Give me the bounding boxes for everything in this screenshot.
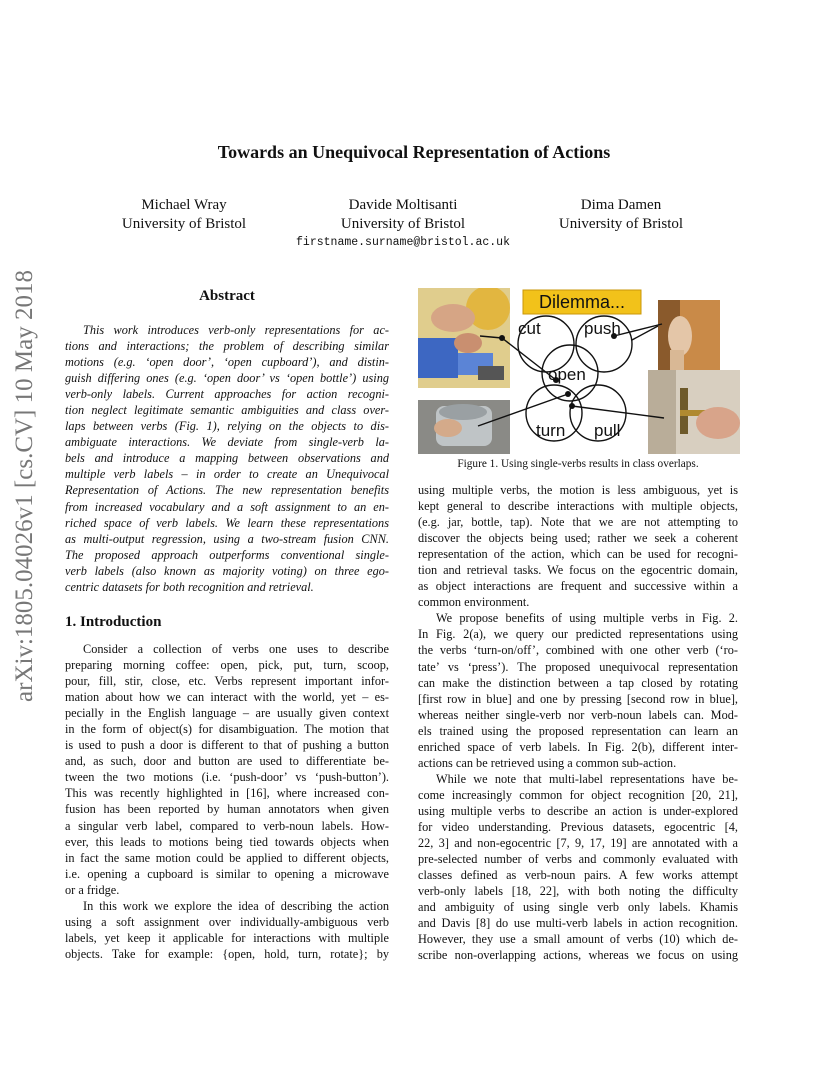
text-line: However, they use a small amount of verbs (10) which de- xyxy=(418,932,738,947)
text-line: centric datasets for both recognition and retrieval. xyxy=(65,579,314,594)
author-name: Michael Wray xyxy=(141,197,227,213)
figure-1-illustration xyxy=(418,288,740,454)
text-line: verb-only labels. Current approaches for action recogni- xyxy=(65,387,389,402)
arxiv-identifier xyxy=(8,270,42,702)
introduction-body xyxy=(65,641,389,962)
text-line: and, as such, door and button are used to differentiate be- xyxy=(65,754,389,769)
text-line: riched space of verb labels. We learn these representations xyxy=(65,515,389,530)
text-line: bels and introduce a mapping between observations and xyxy=(65,451,389,466)
text-line: tion neglect legitimate semantic ambiguities and class over- xyxy=(65,403,389,418)
text-line: objects. Take for example: {open, hold, turn, rotate}; by xyxy=(65,946,389,961)
verb-label-turn: turn xyxy=(536,421,566,440)
abstract-heading: Abstract xyxy=(199,288,255,304)
section-heading-introduction: 1. Introduction xyxy=(65,614,162,630)
text-line: Consider a collection of verbs one uses to describe xyxy=(83,642,389,656)
text-line: as object interactions are frequent and successive within a xyxy=(418,579,738,594)
photo-push-icon xyxy=(658,300,720,374)
text-line: tions and interactions; the problem of describing similar xyxy=(65,339,389,354)
text-line: motions (e.g. ‘open door’, ‘open cupboard’), and distin- xyxy=(65,355,389,370)
text-line: tween the two motions (i.e. ‘push-door’ vs ‘push-button’). xyxy=(65,770,389,785)
arxiv-identifier-text: arXiv:1805.04026v1 [cs.CV] 10 May 2018 xyxy=(11,270,38,702)
figure-1 xyxy=(418,288,740,454)
right-column-body xyxy=(418,482,738,963)
verb-label-cut: cut xyxy=(518,319,541,338)
text-line: pour, fill, stir, close, etc. Verbs represent important infor- xyxy=(65,674,389,689)
text-line: actions can be retrieved using a common sub-action. xyxy=(418,755,677,770)
text-line: is used to push a door is different to that of pushing a button xyxy=(65,738,389,753)
text-line: 22, 3] and non-egocentric [7, 9, 17, 19] are annotated with a xyxy=(418,836,738,851)
author-2 xyxy=(293,196,513,234)
text-line: a singular verb label, compared to verb-noun labels. How- xyxy=(65,818,389,833)
author-name: Dima Damen xyxy=(580,197,662,213)
text-line: This work introduces verb-only representations for ac- xyxy=(83,323,389,337)
paper-title: Towards an Unequivocal Representation of Actions xyxy=(217,142,611,162)
photo-turn-icon xyxy=(418,400,510,454)
text-line: scribe non-overlapping actions, whereas we focus on using xyxy=(418,948,738,963)
text-line: representation of the action, which can be used for recogni- xyxy=(418,547,738,562)
photo-pull-icon xyxy=(648,370,740,454)
verb-label-pull: pull xyxy=(594,421,621,440)
author-affiliation: University of Bristol xyxy=(121,216,247,232)
text-line: fusion has been reported by human annotators when given xyxy=(65,802,389,817)
text-line: the verbs ‘turn-on/off’, combined with one other verb (‘ro- xyxy=(418,643,738,658)
text-line: can make the distinction between a tap closed by rotating xyxy=(418,675,738,690)
text-line: This was recently highlighted in [16], where increased con- xyxy=(65,786,389,801)
figure-1-caption: Figure 1. Using single-verbs results in class overlaps. xyxy=(457,458,699,470)
text-line: or a fridge. xyxy=(65,882,120,897)
dilemma-banner-text: Dilemma... xyxy=(538,292,626,312)
text-line: from increased vocabulary and a soft assignment to an en- xyxy=(65,499,389,514)
text-line: and Davis [8] do use multi-verb labels in action recognition. xyxy=(418,916,738,931)
text-line: using multiple verbs, the motion is less ambiguous, yet is xyxy=(418,483,738,497)
text-line: pecially in the English language – are usually given context xyxy=(65,706,389,721)
text-line: Representation of Actions. The new representation benefits xyxy=(65,483,389,498)
text-line: guish differing ones (e.g. ‘open door’ vs ‘open bottle’) using xyxy=(65,371,389,386)
text-line: tion and retrieval tasks. We focus on the egocentric domain, xyxy=(418,563,738,578)
text-line: and ambiguity of using single verb only labels. Khamis xyxy=(418,900,738,915)
author-affiliation: University of Bristol xyxy=(558,216,684,232)
text-line: enriched space of verb labels. In Fig. 2(b), different inter- xyxy=(418,739,738,754)
text-line: for video understanding. Previous datasets, egocentric [4, xyxy=(418,819,738,834)
text-line: multiple verb labels – in order to create an Unequivocal xyxy=(65,467,389,482)
text-line: mation about how we can interact with the world, yet – es- xyxy=(65,690,389,705)
text-line: discover the objects being used; rather we seek a coherent xyxy=(418,531,738,546)
text-line: While we note that multi-label representations have be- xyxy=(436,771,738,786)
text-line: classes defined as verb-noun pairs. A few works attempt xyxy=(418,868,738,883)
text-line: ambiguate interactions. We deviate from single-verb la- xyxy=(65,435,389,450)
text-line: In this work we explore the idea of describing the action xyxy=(83,898,389,913)
text-line: els trained using the proposed representation can learn an xyxy=(418,723,738,738)
text-line: The proposed approach outperforms conventional single- xyxy=(65,547,389,562)
text-line: kept general to describe interactions with multiple objects, xyxy=(418,499,738,514)
author-1 xyxy=(74,196,294,234)
text-line: as multi-output regression, using a two-stream fusion CNN. xyxy=(65,531,389,546)
author-name: Davide Moltisanti xyxy=(348,197,458,213)
text-line: i.e. opening a cupboard is similar to opening a microwave xyxy=(65,866,389,881)
text-line: tate’ vs ‘press’). The proposed unequivocal representation xyxy=(418,659,738,674)
verb-label-open: open xyxy=(548,365,586,384)
text-line: preparing morning coffee: open, pick, put, turn, scoop, xyxy=(65,658,389,673)
verb-label-push: push xyxy=(584,319,621,338)
text-line: [first row in blue] and one by pressing [second row in blue], xyxy=(418,691,738,706)
text-line: (e.g. jar, bottle, tap). Note that we are not attempting to xyxy=(418,515,738,530)
text-line: verb-only labels [18, 22], with both noting the difficulty xyxy=(418,884,738,899)
text-line: in fact the same motion could be applied to different objects, xyxy=(65,850,389,865)
text-line: ever, this leads to motions being tied towards objects when xyxy=(65,834,389,849)
text-line: We propose benefits of using multiple verbs in Fig. 2. xyxy=(436,611,738,626)
text-line: laps between verbs (Fig. 1), relying on the objects to dis- xyxy=(65,419,389,434)
pointer-line xyxy=(614,324,662,336)
text-line: using multiple verbs to describe an action is under-explored xyxy=(418,803,738,818)
text-line: In Fig. 2(a), we query our predicted representations using xyxy=(418,627,738,642)
text-line: come increasingly common for object recognition [20, 21], xyxy=(418,787,738,802)
author-affiliation: University of Bristol xyxy=(340,216,466,232)
author-3 xyxy=(511,196,731,234)
author-email: firstname.surname@bristol.ac.uk xyxy=(296,236,510,249)
text-line: using a soft assignment over individually-ambiguous verb xyxy=(65,914,389,929)
text-line: labels, yet keep it applicable for interactions with multiple xyxy=(65,930,389,945)
text-line: whereas neither single-verb nor verb-noun labels can. Mod- xyxy=(418,707,738,722)
text-line: common environment. xyxy=(418,595,530,610)
text-line: pre-selected number of verbs and commonly evaluated with xyxy=(418,852,738,867)
abstract-body xyxy=(65,322,389,595)
text-line: in the form of object(s) for disambiguation. The motion that xyxy=(65,722,389,737)
text-line: verb labels (also known as majority voting) on three ego- xyxy=(65,563,389,578)
